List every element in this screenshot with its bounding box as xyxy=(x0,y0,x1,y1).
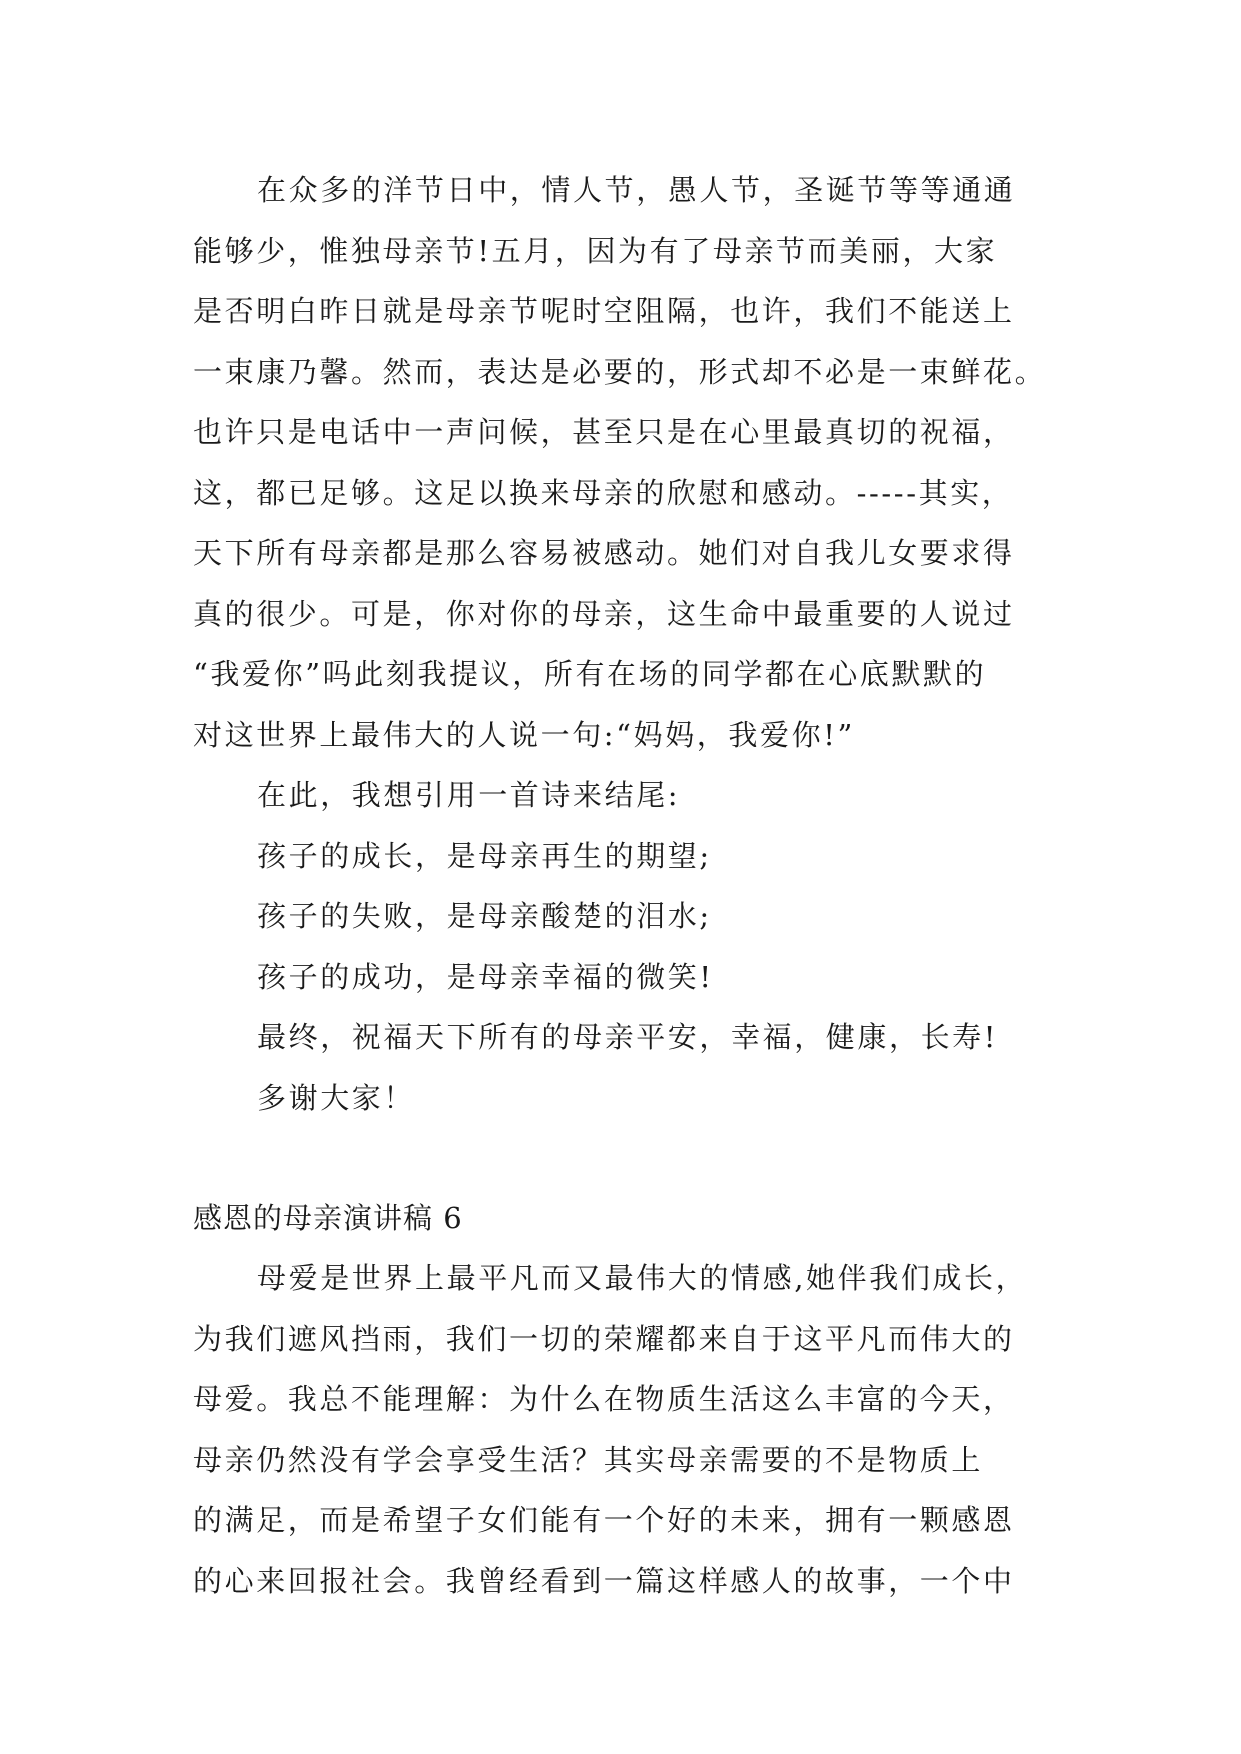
paragraph-line: 母爱是世界上最平凡而又最伟大的情感,她伴我们成长， xyxy=(257,1261,1028,1295)
paragraph-line: 母亲仍然没有学会享受生活？其实母亲需要的不是物质上 xyxy=(193,1442,984,1477)
closing-line: 在此，我想引用一首诗来结尾: xyxy=(257,778,681,812)
section-title: 感恩的母亲演讲稿 6 xyxy=(193,1201,463,1235)
paragraph-line: 是否明白昨日就是母亲节呢时空阻隔，也许，我们不能送上 xyxy=(193,294,1015,328)
paragraph-line: 母爱。我总不能理解：为什么在物质生活这么丰富的今天， xyxy=(193,1382,1015,1416)
paragraph-line: “我爱你”吗此刻我提议，所有在场的同学都在心底默默的 xyxy=(193,657,987,691)
document-page xyxy=(193,160,1053,1611)
paragraph-line: 在众多的洋节日中，情人节，愚人节，圣诞节等等通通 xyxy=(257,173,1016,207)
paragraph-line: 一束康乃馨。然而，表达是必要的，形式却不必是一束鲜花。 xyxy=(193,354,1047,389)
closing-line: 最终，祝福天下所有的母亲平安，幸福，健康，长寿! xyxy=(257,1020,999,1054)
poem-line: 孩子的成长，是母亲再生的期望; xyxy=(257,838,712,873)
section-gap xyxy=(193,1128,1053,1188)
paragraph-line: 为我们遮风挡雨，我们一切的荣耀都来自于这平凡而伟大的 xyxy=(193,1321,1015,1356)
poem-line: 孩子的失败，是母亲酸楚的泪水; xyxy=(257,899,712,933)
paragraph-line: 这，都已足够。这足以换来母亲的欣慰和感动。-----其实， xyxy=(193,475,1014,510)
paragraph-line: 的心来回报社会。我曾经看到一篇这样感人的故事，一个中 xyxy=(193,1563,1015,1598)
paragraph-line: 能够少，惟独母亲节!五月，因为有了母亲节而美丽，大家 xyxy=(193,233,998,268)
paragraph-line: 天下所有母亲都是那么容易被感动。她们对自我儿女要求得 xyxy=(193,536,1015,570)
thanks-line: 多谢大家！ xyxy=(257,1080,416,1115)
paragraph-line: 真的很少。可是，你对你的母亲，这生命中最重要的人说过 xyxy=(193,596,1015,631)
poem-line: 孩子的成功，是母亲幸福的微笑! xyxy=(257,959,714,994)
paragraph-line: 对这世界上最伟大的人说一句:“妈妈，我爱你!” xyxy=(193,717,855,752)
paragraph-line: 也许只是电话中一声问候，甚至只是在心里最真切的祝福， xyxy=(193,415,1015,449)
paragraph-line: 的满足，而是希望子女们能有一个好的未来，拥有一颗感恩 xyxy=(193,1503,1015,1537)
